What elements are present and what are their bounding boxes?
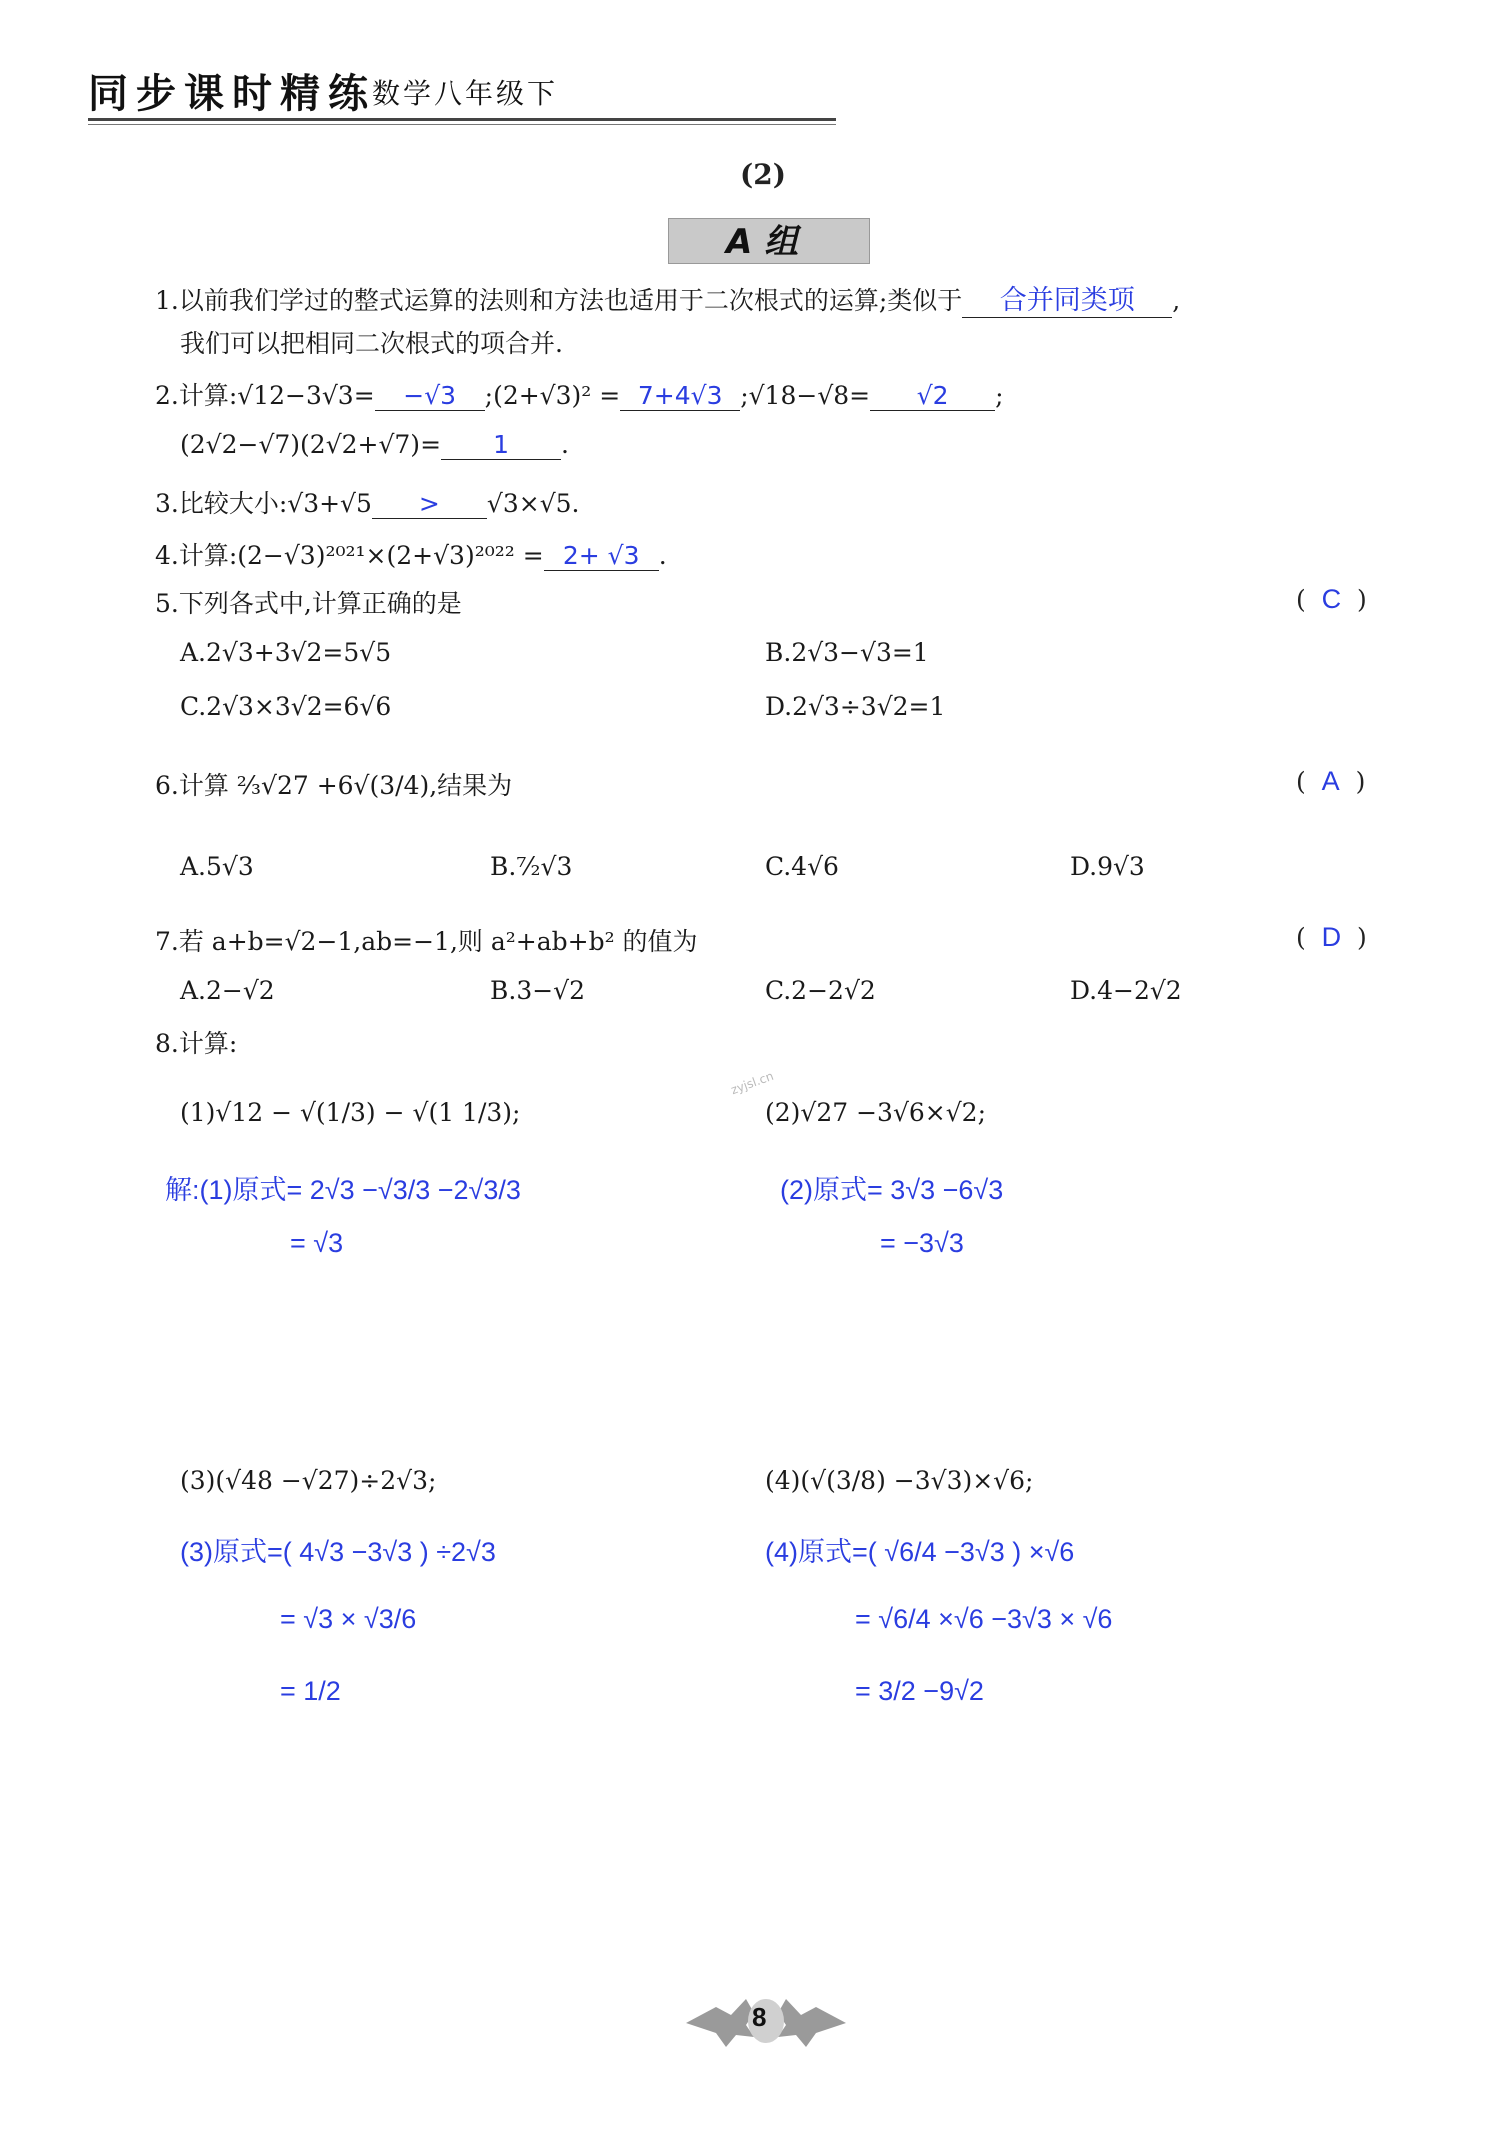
q2-blank-4 [441,430,561,460]
q1-answer: 合并同类项 [999,285,1135,316]
q4-text: 4.计算:(2−√3)²⁰²¹×(2+√3)²⁰²² = [155,541,544,570]
q6-answer: A [1321,766,1340,796]
q6-paren: ( A ) [1296,766,1366,796]
q8-solution-2-line-1: (2)原式= 3√3 −6√3 [780,1175,1004,1205]
q8-part-2: (2)√27 −3√6×√2; [765,1098,986,1127]
q7-answer: D [1321,922,1342,952]
q2-answer-3: √2 [916,381,949,410]
q2-answer-4: 1 [493,430,509,459]
question-5: 5.下列各式中,计算正确的是 [155,589,462,618]
q5-option-c: C.2√3×3√2=6√6 [180,692,392,721]
q4-answer: 2+ √3 [562,541,640,570]
question-8: 8.计算: [155,1029,238,1058]
q8-solution-3-line-1: (3)原式=( 4√3 −3√3 ) ÷2√3 [180,1537,496,1567]
q2-part1: 2.计算:√12−3√3= [155,381,375,410]
q3-answer: > [418,489,440,518]
q8-solution-4-line-1: (4)原式=( √6/4 −3√3 ) ×√6 [765,1537,1075,1567]
q8-solution-1-line-2: = √3 [290,1228,344,1258]
q2-blank-2 [620,381,740,411]
q2-part2: ;(2+√3)² = [484,381,621,410]
q6-option-d: D.9√3 [1070,852,1145,881]
question-6: 6.计算 ²⁄₃√27 +6√(3/4),结果为 [155,771,513,800]
q6-option-b: B.⁷⁄₂√3 [490,852,573,881]
question-2: 2.计算:√12−3√3= −√3 ;(2+√3)² = 7+4√3 ;√18−√8= √2 ; [155,381,1004,410]
q2-answer-2: 7+4√3 [637,381,723,410]
question-7: 7.若 a+b=√2−1,ab=−1,则 a²+ab+b² 的值为 [155,927,698,956]
q4-blank [544,541,659,571]
q8-solution-3-line-2: = √3 × √3/6 [280,1604,417,1634]
question-4: 4.计算:(2−√3)²⁰²¹×(2+√3)²⁰²² = 2+ √3 . [155,541,667,570]
q2-line2: (2√2−√7)(2√2+√7)= 1 . [180,430,569,459]
q8-solution-2-line-2: = −3√3 [880,1228,964,1258]
subject-title: 数学八年级下 [372,77,559,110]
q1-text: 1.以前我们学过的整式运算的法则和方法也适用于二次根式的运算;类似于 [155,286,963,315]
q3-blank [372,489,487,519]
q2-part3: ;√18−√8= [740,381,871,410]
q3-right: √3×√5. [486,489,580,518]
group-label: A 组 [726,222,799,262]
q8-solution-1-line-1: 解:(1)原式= 2√3 −√3/3 −2√3/3 [165,1175,521,1205]
q8-solution-4-line-2: = √6/4 ×√6 −3√3 × √6 [855,1604,1113,1634]
q6-option-c: C.4√6 [765,852,839,881]
q2-blank-1 [375,381,485,411]
q7-option-a: A.2−√2 [180,976,275,1005]
q2-blank-3 [870,381,995,411]
q5-option-a: A.2√3+3√2=5√5 [180,638,392,667]
q1-line2: 我们可以把相同二次根式的项合并. [180,329,563,358]
q1-blank [962,278,1172,318]
q8-part-3: (3)(√48 −√27)÷2√3; [180,1466,437,1495]
q8-part-1: (1)√12 − √(1/3) − √(1 1/3); [180,1098,521,1127]
series-title: 同步课时精练 [88,71,376,117]
q8-part-4: (4)(√(3/8) −3√3)×√6; [765,1466,1034,1495]
q5-option-d: D.2√3÷3√2=1 [765,692,946,721]
q7-paren: ( D ) [1296,922,1367,952]
section-number: (2) [740,158,786,191]
question-3 [155,484,579,520]
q2-answer-1: −√3 [403,381,457,410]
q5-answer: C [1321,584,1342,614]
q7-option-d: D.4−2√2 [1070,976,1182,1005]
q5-paren: ( C ) [1296,584,1367,614]
q8-solution-4-line-3: = 3/2 −9√2 [855,1676,984,1706]
header-rule [88,118,836,121]
q3-left: 3.比较大小:√3+√5 [155,489,372,518]
watermark: zyjsl.cn [728,1068,776,1098]
q7-option-b: B.3−√2 [490,976,586,1005]
page-number: 8 [752,2002,767,2032]
q5-option-b: B.2√3−√3=1 [765,638,929,667]
header-rule-thin [88,124,836,125]
q2-line2-text: (2√2−√7)(2√2+√7)= [180,430,442,459]
q6-option-a: A.5√3 [180,852,254,881]
q7-option-c: C.2−2√2 [765,976,876,1005]
q8-solution-3-line-3: = 1/2 [280,1676,341,1706]
question-1: 1.以前我们学过的整式运算的法则和方法也适用于二次根式的运算;类似于 合并同类项 , [155,278,1180,318]
